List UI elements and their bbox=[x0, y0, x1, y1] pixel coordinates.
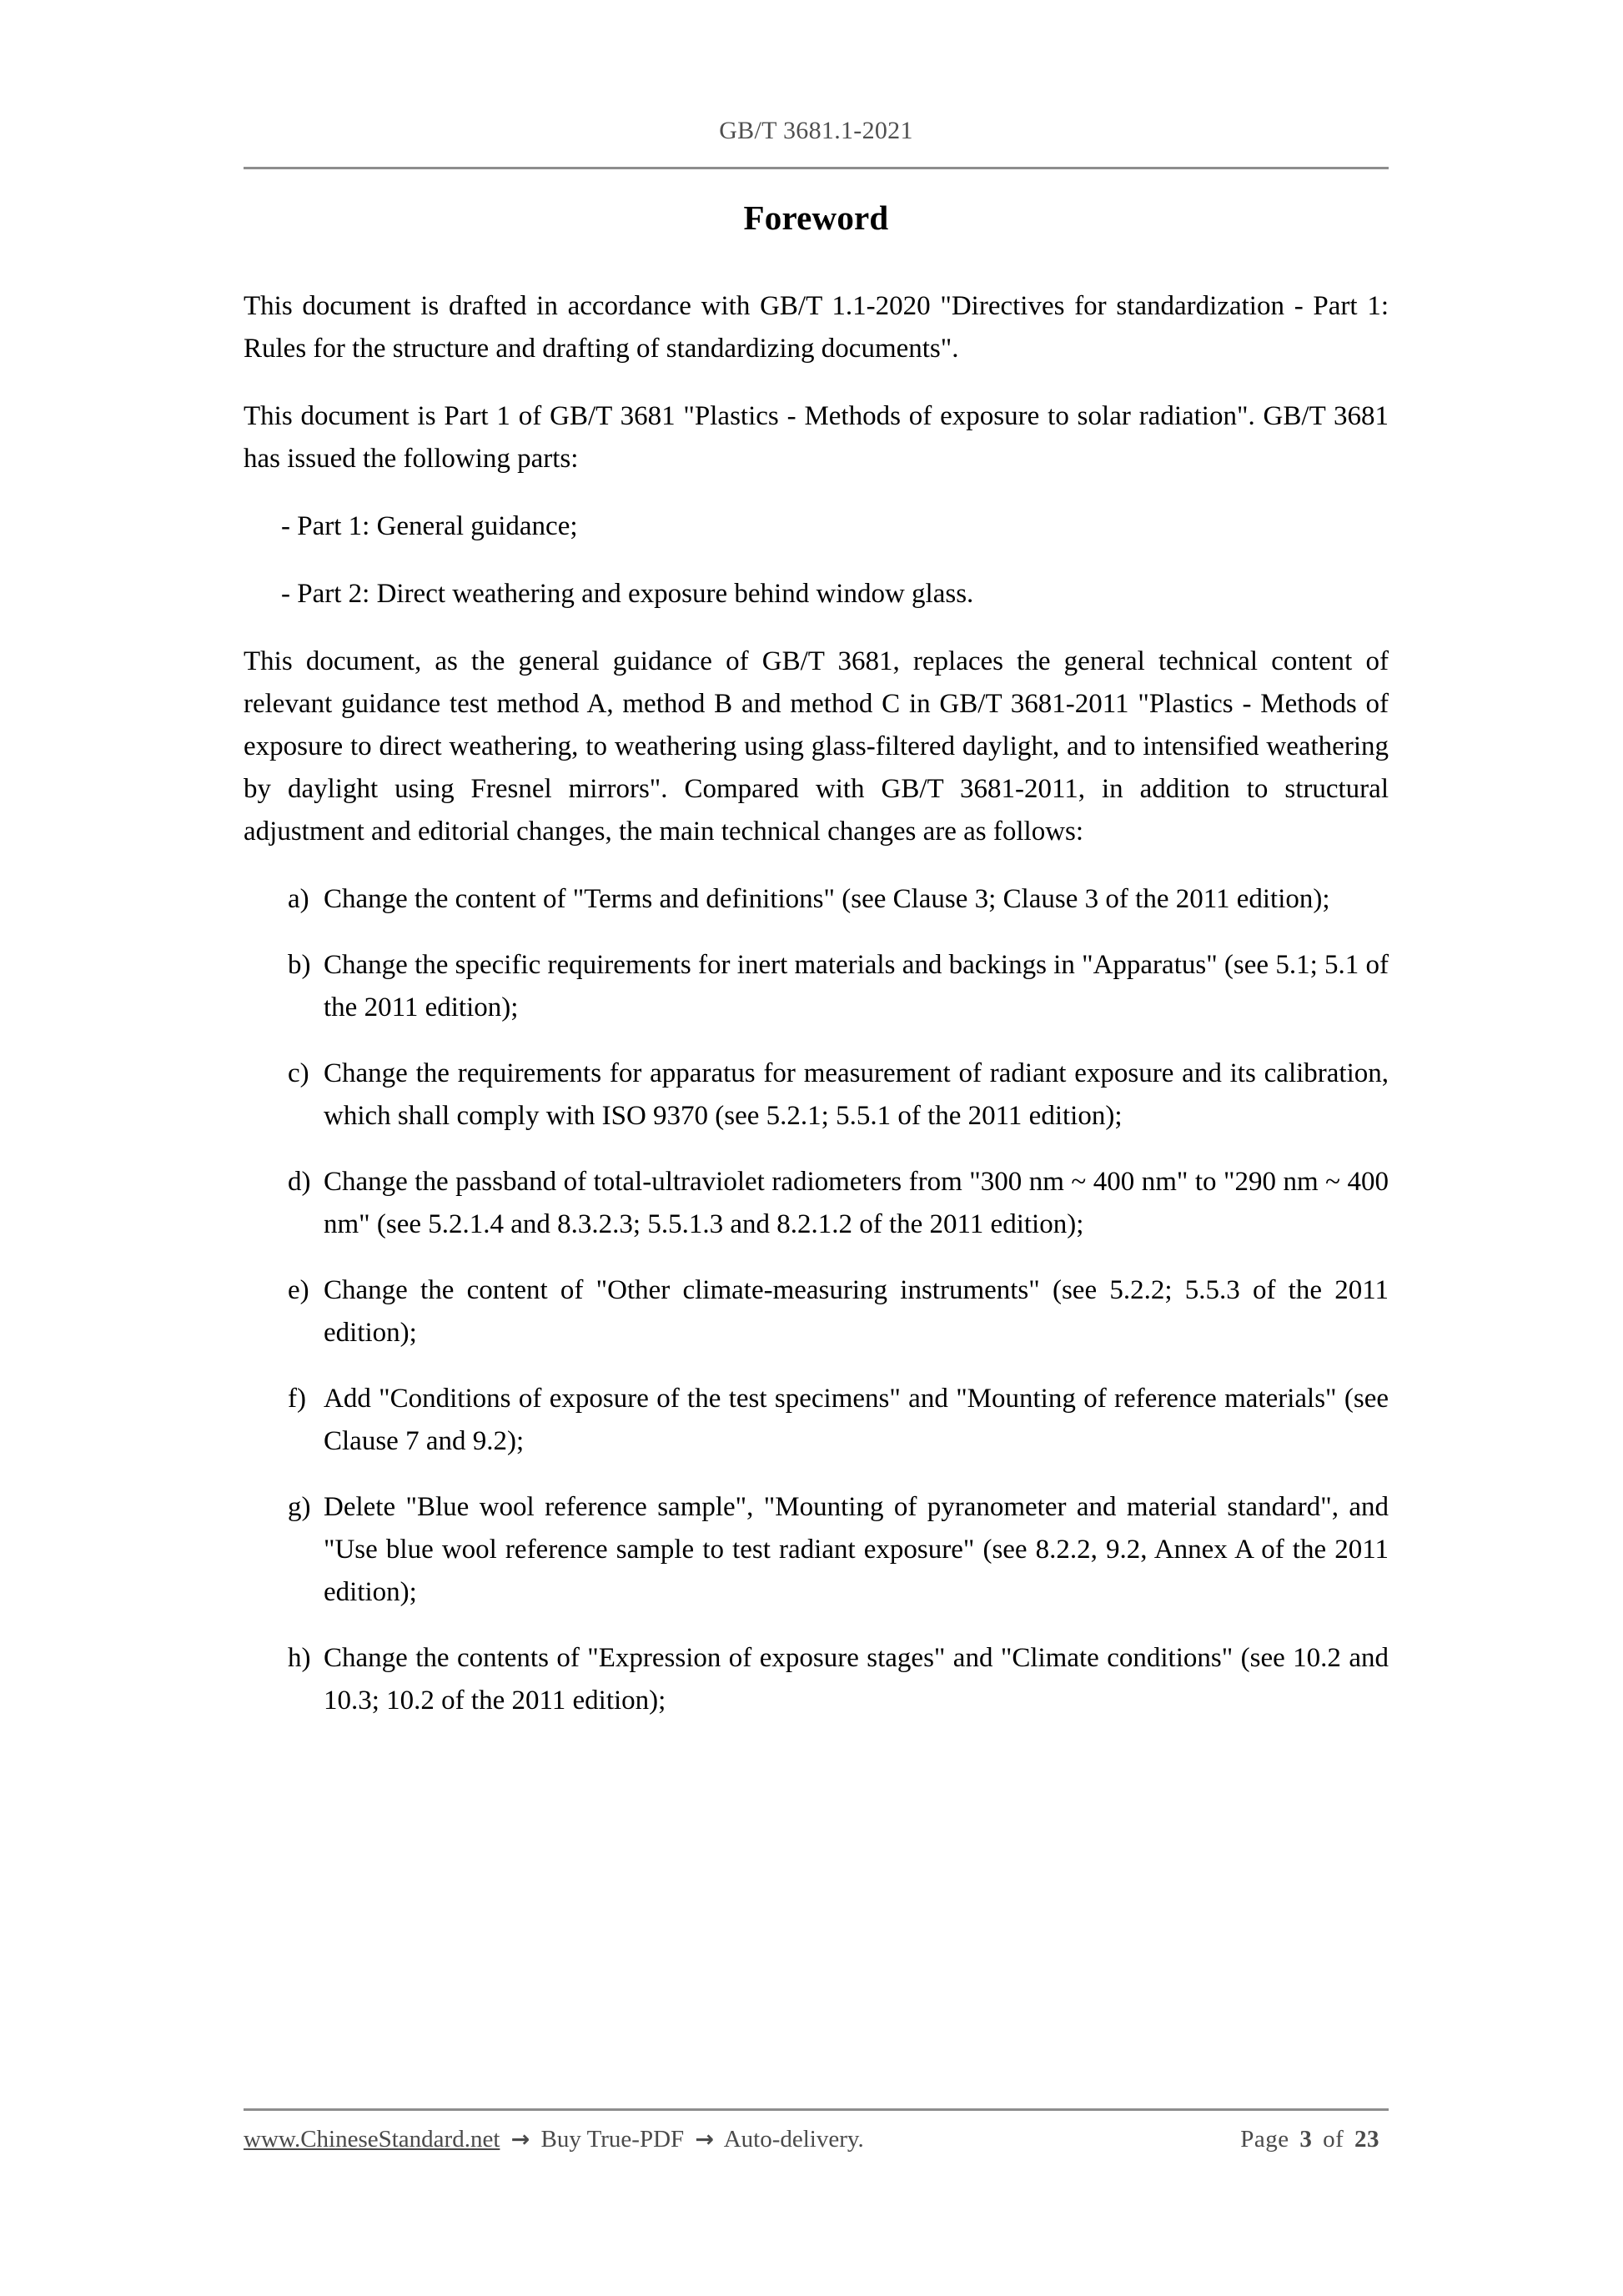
footer-row bbox=[244, 2123, 1389, 2157]
list-marker: b) bbox=[288, 950, 311, 980]
buy-true-pdf-label: Buy True-PDF bbox=[540, 2126, 685, 2153]
total-page-count: 23 bbox=[1354, 2126, 1379, 2153]
list-marker: f) bbox=[288, 1384, 306, 1414]
list-item bbox=[244, 1486, 1389, 1614]
list-item: - Part 1: General guidance; bbox=[281, 511, 578, 541]
list-marker: c) bbox=[288, 1058, 309, 1088]
list-item-text: Delete "Blue wool reference sample", "Mounting of pyranometer and material standard", and "Use blue wool reference sample to test radiant exposure" (see 8.2.2, 9.2, Annex A of the 2011 edition); bbox=[324, 1492, 1389, 1607]
of-word: of bbox=[1323, 2126, 1344, 2153]
list-marker: a) bbox=[288, 884, 309, 914]
arrow-right-icon: → bbox=[510, 2127, 530, 2153]
parts-list bbox=[244, 505, 1389, 615]
list-item bbox=[244, 1053, 1389, 1138]
list-item bbox=[244, 878, 1389, 921]
replacement-paragraph: This document, as the general guidance of GB/T 3681, replaces the general technical content of relevant guidance test method A, method B and method C in GB/T 3681-2011 "Plastics - Methods of exposure to direct weathering, to weathering using glass-filtered daylight, and to intensified weathering by daylight using Fresnel mirrors". Compared with GB/T 3681-2011, in addition to structural adjustment and editorial changes, the main technical changes are as follows: bbox=[244, 646, 1389, 847]
list-item bbox=[244, 1269, 1389, 1354]
list-item-text: Change the content of "Terms and definitions" (see Clause 3; Clause 3 of the 2011 edition); bbox=[324, 884, 1330, 914]
page-header bbox=[244, 115, 1389, 169]
list-item bbox=[244, 1378, 1389, 1463]
current-page-number: 3 bbox=[1299, 2126, 1313, 2153]
list-marker: e) bbox=[288, 1275, 309, 1305]
list-marker: h) bbox=[288, 1643, 311, 1673]
list-item bbox=[244, 1161, 1389, 1246]
auto-delivery-label: Auto-delivery. bbox=[723, 2126, 864, 2153]
standard-number-header: GB/T 3681.1-2021 bbox=[719, 117, 913, 144]
list-item-text: Change the requirements for apparatus for measurement of radiant exposure and its calibration, which shall comply with ISO 9370 (see 5.2.1; 5.5.1 of the 2011 edition); bbox=[324, 1058, 1389, 1131]
page-word: Page bbox=[1240, 2126, 1289, 2153]
page-indicator bbox=[1240, 2123, 1389, 2156]
list-item-text: Change the contents of "Expression of exposure stages" and "Climate conditions" (see 10.2 and 10.3; 10.2 of the 2011 edition); bbox=[324, 1643, 1389, 1716]
list-item bbox=[244, 1637, 1389, 1722]
footer-promo bbox=[244, 2123, 864, 2157]
page-footer bbox=[244, 2108, 1389, 2157]
intro-paragraph-1: This document is drafted in accordance with GB/T 1.1-2020 "Directives for standardization - Part 1: Rules for the structure and drafting of standardizing documents". bbox=[244, 291, 1389, 364]
website-link[interactable]: www.ChineseStandard.net bbox=[244, 2126, 500, 2153]
list-item-text: Change the content of "Other climate-measuring instruments" (see 5.2.2; 5.5.3 of the 2011 edition); bbox=[324, 1275, 1389, 1348]
intro-paragraph-2: This document is Part 1 of GB/T 3681 "Plastics - Methods of exposure to solar radiation". GB/T 3681 has issued the following parts: bbox=[244, 401, 1389, 474]
footer-divider bbox=[244, 2108, 1389, 2111]
list-item-text: Add "Conditions of exposure of the test specimens" and "Mounting of reference materials" (see Clause 7 and 9.2); bbox=[324, 1384, 1389, 1456]
document-body bbox=[244, 197, 1389, 1722]
list-marker: d) bbox=[288, 1167, 311, 1197]
list-item-text: Change the passband of total-ultraviolet radiometers from "300 nm ~ 400 nm" to "290 nm ~ 400 nm" (see 5.2.1.4 and 8.3.2.3; 5.5.1.3 and 8.2.1.2 of the 2011 edition); bbox=[324, 1167, 1389, 1239]
list-item-text: Change the specific requirements for inert materials and backings in "Apparatus" (see 5.1; 5.1 of the 2011 edition); bbox=[324, 950, 1389, 1022]
arrow-right-icon: → bbox=[695, 2127, 715, 2153]
list-marker: g) bbox=[288, 1492, 311, 1522]
list-item bbox=[244, 944, 1389, 1029]
header-divider bbox=[244, 167, 1389, 169]
page-title: Foreword bbox=[743, 198, 889, 237]
technical-changes-list bbox=[244, 878, 1389, 1722]
list-item: - Part 2: Direct weathering and exposure behind window glass. bbox=[281, 579, 974, 609]
